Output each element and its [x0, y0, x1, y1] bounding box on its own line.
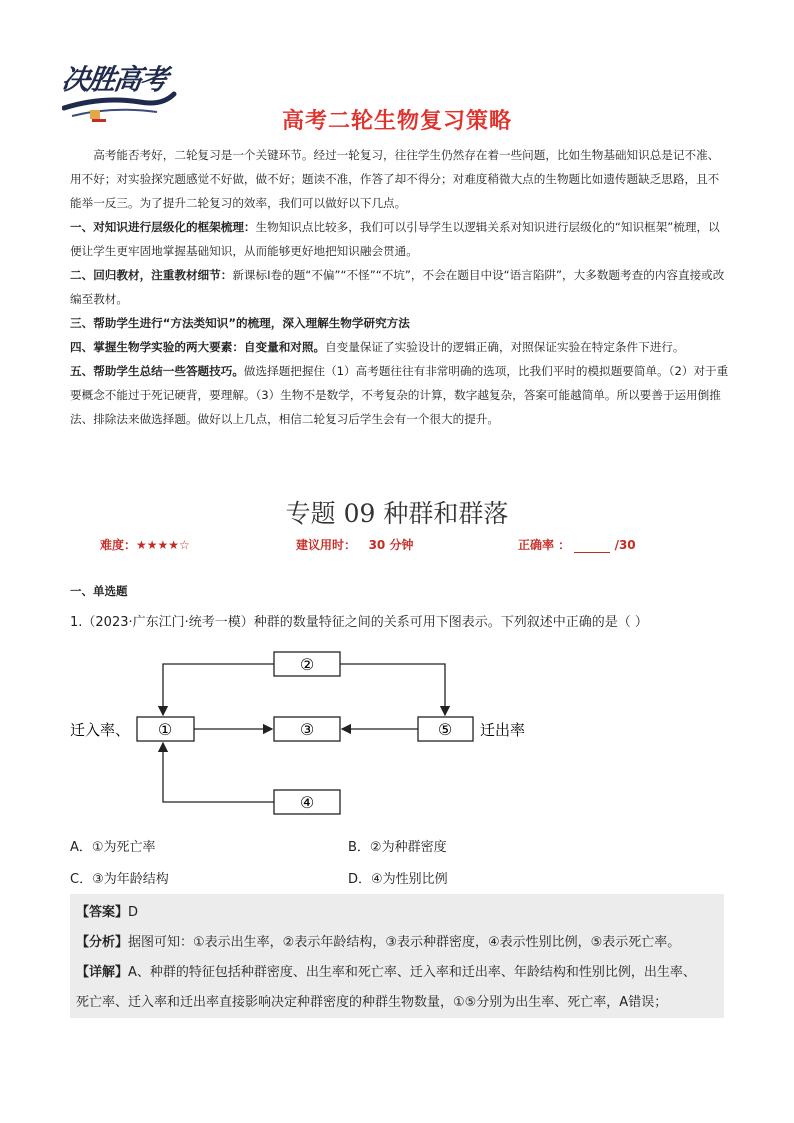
- intro-point-text: 新课标Ⅰ卷的题“不偏”“不怪”“不坑”，不会在题目中设“语言陷阱”，大多数题考查的内容直接或改编至教材。: [70, 268, 725, 306]
- intro-point-heading: 五、帮助学生总结一些答题技巧。: [70, 364, 244, 378]
- score-label: 正确率 ：: [518, 538, 571, 552]
- difficulty-stars: ★★★★☆: [136, 538, 190, 552]
- option-b[interactable]: B．②为种群密度: [348, 840, 447, 855]
- answer-line: [76, 901, 726, 920]
- analysis-line: [76, 931, 726, 950]
- arrow-4-to-1: [163, 743, 274, 802]
- population-relationship-diagram: [70, 645, 540, 820]
- time-label: 建议用时：: [296, 538, 357, 552]
- diagram-right-label: 迁出率: [480, 721, 526, 739]
- score-field: [518, 536, 636, 553]
- option-c[interactable]: C．③为年龄结构: [70, 872, 169, 887]
- diagram-node-5: ⑤: [437, 720, 453, 739]
- intro-paragraph: 高考能否考好，二轮复习是一个关键环节。经过一轮复习，往往学生仍然存在着一些问题，比如生物基础知识总是记不准、用不好；对实验探究题感觉不好做，做不好；题读不准，作答了却不得分；对难度稍微大点的生物题比如遗传题缺乏思路，且不能举一反三。为了提升二轮复习的效率，我们可以做好以下几点。: [70, 148, 720, 210]
- analysis-text: 据图可知：①表示出生率，②表示年龄结构，③表示种群密度，④表示性别比例，⑤表示死亡率。: [128, 935, 681, 950]
- score-total: /30: [614, 538, 636, 552]
- answer-label: 【答案】: [76, 905, 129, 920]
- detail-text: A、种群的特征包括种群密度、出生率和死亡率、迁入率和迁出率、年龄结构和性别比例，出生率、: [128, 965, 696, 980]
- difficulty-label: 难度：: [100, 538, 137, 552]
- suggested-time: [296, 536, 413, 553]
- intro-point-text: 自变量保证了实验设计的逻辑正确，对照保证实验在特定条件下进行。: [325, 340, 685, 354]
- logo-lettering: 决胜高考: [59, 63, 169, 96]
- answer-explanation: [70, 894, 724, 1018]
- intro-paragraph: [70, 215, 730, 263]
- arrow-2-to-5: [340, 664, 445, 715]
- intro-text: [70, 143, 730, 431]
- detail-line: [76, 961, 726, 980]
- difficulty-rating: [100, 536, 190, 553]
- answer-value: D: [128, 905, 139, 920]
- intro-point-heading: 二、回归教材，注重教材细节：: [70, 268, 233, 282]
- diagram-node-4: ④: [299, 793, 315, 812]
- intro-point-text: 做选择题把握住（1）高考题往往有非常明确的选项，比我们平时的模拟题要简单。（2）对于重要概念不能过于死记硬背，要理解。（3）生物不是数学，不考复杂的计算，数字越复杂，答案可能越简单。所以要善于运用倒推法、排除法来做选择题。做好以上几点，相信二轮复习后学生会有一个很大的提升。: [70, 364, 729, 426]
- detail-label: 【详解】: [76, 965, 129, 980]
- intro-paragraph: [70, 359, 730, 431]
- score-blank[interactable]: [574, 539, 610, 553]
- detail-line-continued: 死亡率、迁入率和迁出率直接影响决定种群密度的种群生物数量，①⑤分别为出生率、死亡率，A错误；: [76, 995, 668, 1010]
- topic-title: 专题 09 种群和群落: [285, 499, 509, 528]
- intro-point-heading: 一、对知识进行层级化的框架梳理：: [70, 220, 256, 234]
- intro-paragraph: [70, 311, 730, 335]
- diagram-node-2: ②: [299, 655, 315, 674]
- question-text: 1.（2023·广东江门·统考一模）种群的数量特征之间的关系可用下图表示。下列叙述中正确的是（ ）: [70, 615, 648, 630]
- diagram-node-1: ①: [157, 720, 173, 739]
- intro-paragraph: [70, 335, 730, 359]
- intro-paragraph: [70, 263, 730, 311]
- arrow-2-to-1: [163, 664, 274, 715]
- analysis-label: 【分析】: [76, 935, 129, 950]
- intro-point-text: 生物知识点比较多，我们可以引导学生以逻辑关系对知识进行层级化的“知识框架”梳理，以便让学生更牢固地掌握基础知识，从而能够更好地把知识融会贯通。: [70, 220, 720, 258]
- page-title: 高考二轮生物复习策略: [281, 109, 512, 134]
- intro-point-heading: 三、帮助学生进行“方法类知识”的梳理，深入理解生物学研究方法: [70, 316, 410, 330]
- diagram-left-label: 迁入率、: [70, 721, 131, 739]
- diagram-node-3: ③: [299, 720, 315, 739]
- option-a[interactable]: A．①为死亡率: [70, 840, 156, 855]
- option-d[interactable]: D．④为性别比例: [348, 872, 448, 887]
- time-value: 30 分钟: [368, 538, 414, 552]
- intro-point-heading: 四、掌握生物学实验的两大要素：自变量和对照。: [70, 340, 326, 354]
- section-heading: 一、单选题: [70, 584, 128, 598]
